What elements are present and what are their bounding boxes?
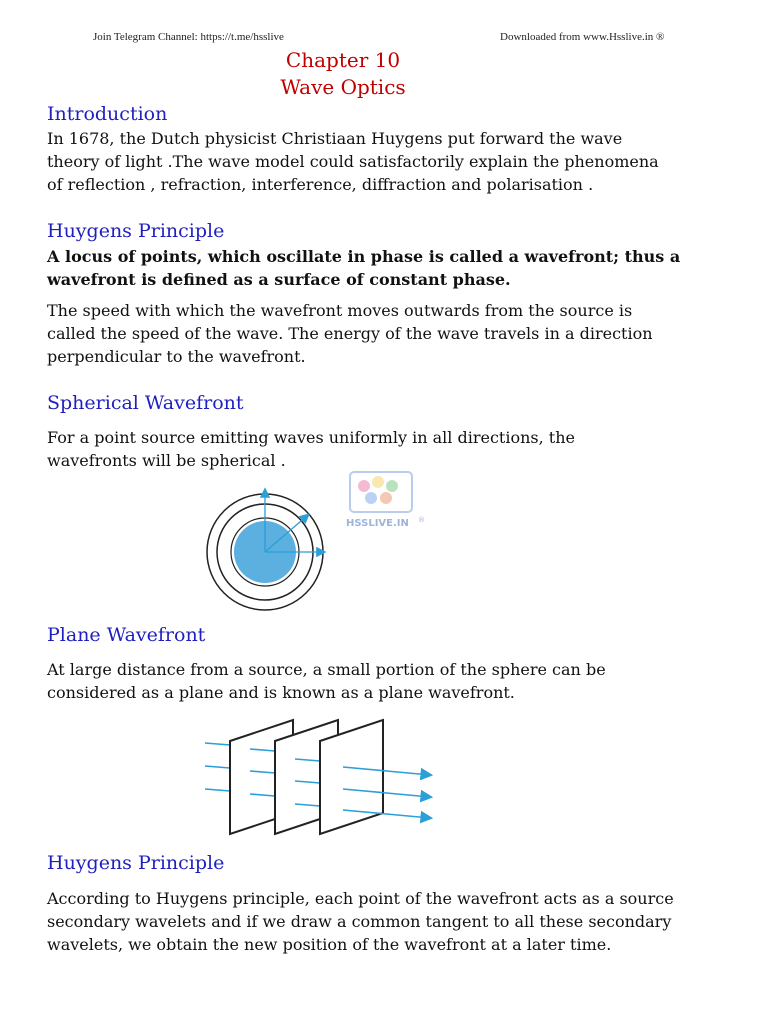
heading-plane-wavefront: Plane Wavefront [47,624,206,646]
huygens-principle-paragraph [47,887,737,956]
plane-paragraph [47,658,737,704]
introduction-paragraph [47,127,737,196]
text-line: called the speed of the wave. The energy of the wave travels in a direction [47,324,653,343]
watermark-registered-mark: ® [418,516,425,524]
text-line: of reflection , refraction, interference, diffraction and polarisation . [47,175,594,194]
chapter-title: Wave Optics [280,75,406,99]
text-line: At large distance from a source, a small portion of the sphere can be [47,660,606,679]
text-line: theory of light .The wave model could satisfactorily explain the phenomena [47,152,659,171]
text-line: According to Huygens principle, each point of the wavefront acts as a source [47,889,674,908]
text-line: In 1678, the Dutch physicist Christiaan Huygens put forward the wave [47,129,623,148]
text-line: A locus of points, which oscillate in phase is called a wavefront; thus a [47,247,681,266]
heading-huygens-principle: Huygens Principle [47,220,225,242]
chapter-number: Chapter 10 [285,48,401,72]
text-line: wavelets, we obtain the new position of the wavefront at a later time. [47,935,612,954]
heading-spherical-wavefront: Spherical Wavefront [47,392,244,414]
spherical-wavefront-diagram [200,485,330,615]
text-line: wavefronts will be spherical . [47,451,286,470]
plane-wavefront-3 [320,720,383,834]
hsslive-watermark-logo [340,470,440,540]
text-line: considered as a plane and is known as a plane wavefront. [47,683,515,702]
text-line: wavefront is defined as a surface of constant phase. [47,270,511,289]
text-line: secondary wavelets and if we draw a common tangent to all these secondary [47,912,672,931]
spherical-paragraph [47,426,737,472]
wavefront-definition [47,245,737,291]
text-line: For a point source emitting waves uniformly in all directions, the [47,428,575,447]
watermark-text: HSSLIVE.IN [346,518,409,529]
header-telegram-text: Join Telegram Channel: https://t.me/hsslive [93,31,284,43]
text-line: The speed with which the wavefront moves outwards from the source is [47,301,633,320]
wave-speed-paragraph [47,299,737,368]
text-line: perpendicular to the wavefront. [47,347,306,366]
plane-wavefront-diagram [200,715,440,840]
heading-introduction: Introduction [47,103,168,125]
heading-huygens-principle-2: Huygens Principle [47,852,225,874]
header-download-text: Downloaded from www.Hsslive.in ® [500,31,665,43]
